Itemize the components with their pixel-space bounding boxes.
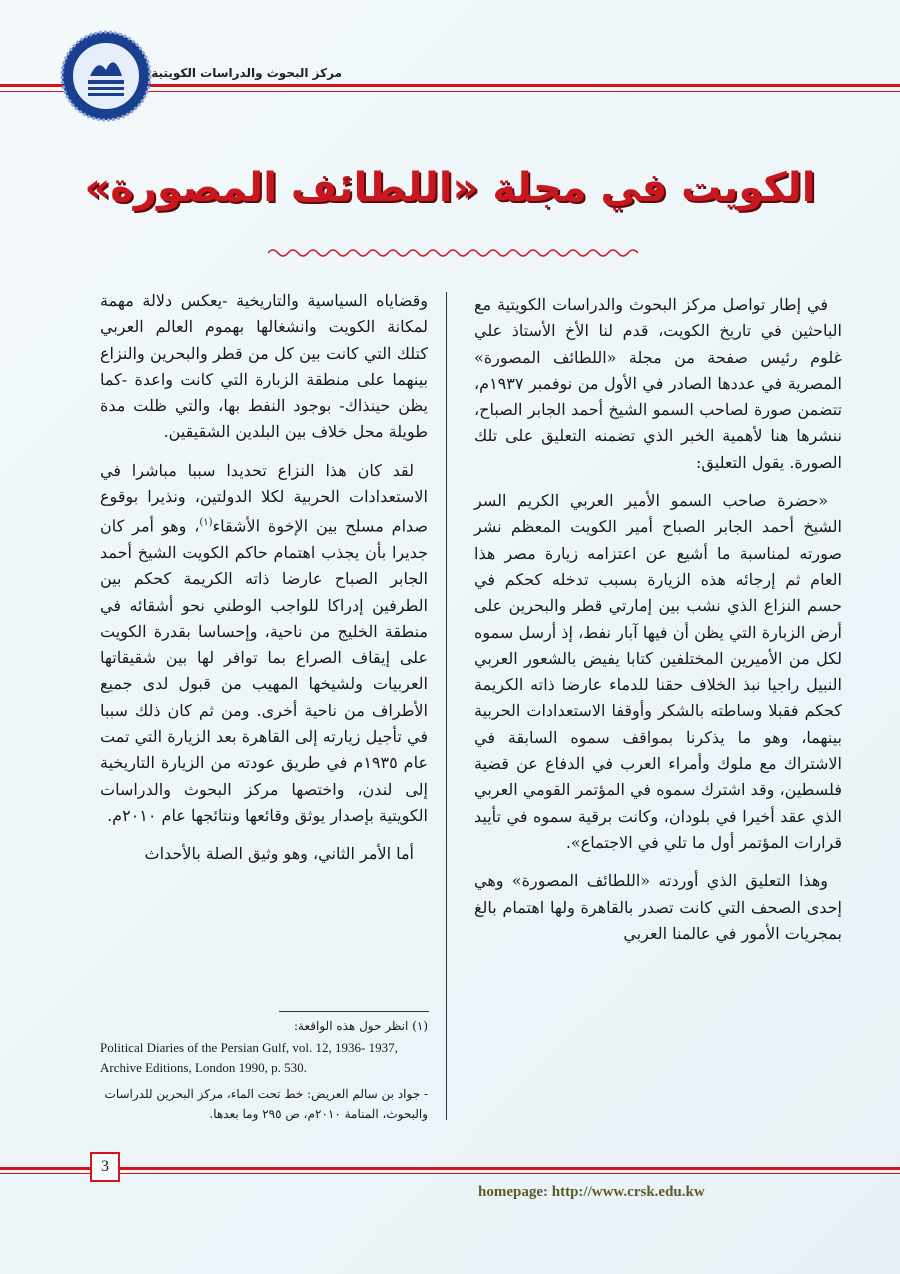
footnote-reference: (١) xyxy=(199,517,213,529)
footnote-reference-english: Political Diaries of the Persian Gulf, vol. 12, 1936- 1937, Archive Editions, London 1990, p. 530. xyxy=(100,1040,398,1075)
paragraph: وقضاياه السياسية والتاريخية -يعكس دلالة مهمة لمكانة الكويت وانشغالها بهموم العالم العربي كتلك التي كانت بين كل من قطر والبحرين والنزاع بينهما على منطقة الزبارة التي كانت واعدة -كما يظن حينذاك- بوجود النفط بها، والتي ظلت مدة طويلة محل خلاف بين البلدين الشقيقين. xyxy=(100,291,428,442)
footer-rule-thin xyxy=(0,1173,900,1174)
footnote-reference-arabic: - جواد بن سالم العريض: خط تحت الماء، مركز البحرين للدراسات والبحوث، المنامة ٢٠١٠م، ص ٢٩٥ وما بعدها. xyxy=(104,1087,428,1121)
article-column-left xyxy=(100,288,428,868)
footnote-rule xyxy=(279,1011,429,1012)
article-title: الكويت في مجلة «اللطائف المصورة» xyxy=(84,165,816,211)
paragraph-text: لقد كان هذا النزاع تحديدا سببا مباشرا في الاستعدادات الحربية لكلا الدولتين، ونذيرا بوقوع صدام مسلح بين الإخوة الأشقاء xyxy=(100,460,428,536)
homepage-link[interactable]: homepage: http://www.crsk.edu.kw xyxy=(478,1184,705,1200)
article-column-right xyxy=(474,292,842,947)
footnote-intro: (١) انظر حول هذه الواقعة: xyxy=(294,1019,428,1033)
quoted-caption: «حضرة صاحب السمو الأمير العربي الكريم السر الشيخ أحمد الجابر الصباح أمير الكويت المعظم نشر صورته لمناسبة ما أشيع عن اعتزامه زيارة مصر هذا العام ثم إرجائه هذه الزيارة بسبب تدخله كحكم في حسم النزاع الذي نشب بين إمارتي قطر والبحرين على أرض الزبارة التي يظن أن فيها آبار نفط، إذ أرسل سموه لكل من الأميرين المختلفين كتابا يفيض بالشعور العربي النبيل راجيا نبذ الخلاف حقنا للدماء عارضا ذاته الكريمة كحكم فقبلا وساطته بالشكر وأوقفا الاستعدادات الحربية بينهما، وهو ما يذكرنا بمواقف سموه السابقة في الاشتراك مع ملوك وأمراء العرب في الدفاع عن قضية فلسطين، وقد اشترك سموه في المؤتمر القومي العربي الذي عقد أخيرا في بلودان، وكانت برقية سموه في تأييد قرارات المؤتمر أول ما تلي في الاجتماع». xyxy=(474,491,843,852)
column-divider xyxy=(446,292,447,1120)
page-number: 3 xyxy=(90,1152,120,1182)
title-underline-ornament xyxy=(268,246,638,260)
footer-rule xyxy=(0,1167,900,1170)
paragraph: أما الأمر الثاني، وهو وثيق الصلة بالأحداث xyxy=(144,844,414,864)
paragraph: في إطار تواصل مركز البحوث والدراسات الكويتية مع الباحثين في تاريخ الكويت، قدم لنا الأخ الأستاذ علي غلوم رئيس صفحة من مجلة «اللطائف المصورة» المصرية في عددها الصادر في الأول من نوفمبر ١٩٣٧م، تتضمن صورة لصاحب السمو الشيخ أحمد الجابر الصباح، ننشرها هنا لأهمية الخبر الذي تضمنه التعليق على تلك الصورة. يقول التعليق: xyxy=(474,295,842,472)
paragraph xyxy=(100,458,428,829)
header-org-name: مركز البحوث والدراسات الكويتية xyxy=(151,66,342,80)
paragraph: وهذا التعليق الذي أوردته «اللطائف المصورة» وهي إحدى الصحف التي كانت تصدر بالقاهرة ولها اهتمام بالغ بمجريات الأمور في عالمنا العربي xyxy=(474,871,842,943)
paragraph-text: ، وهو أمر كان جديرا بأن يجذب اهتمام حاكم الكويت الشيخ أحمد الجابر الصباح عارضا ذاته الكريمة كحكم بين الطرفين إدراكا للواجب الوطني نحو أشقائه في منطقة الخليج من ناحية، وإحساسا بقدرة الكويت على إيقاف الصراع بما توافر لها بين شقيقاتها العربيات ولشيخها المهيب من قبول لدى جميع الأطراف من ناحية أخرى. ومن ثم كان ذلك سببا في تأجيل زيارته إلى القاهرة بعد الزيارة التي تمت عام ١٩٣٥م في طريق عودته من الزيارة التاريخية إلى لندن، واختصها مركز البحوث والدراسات الكويتية بإصدار يوثق وقائعها ونتائجها عام ٢٠١٠م. xyxy=(100,516,428,825)
center-logo-seal xyxy=(60,30,152,122)
